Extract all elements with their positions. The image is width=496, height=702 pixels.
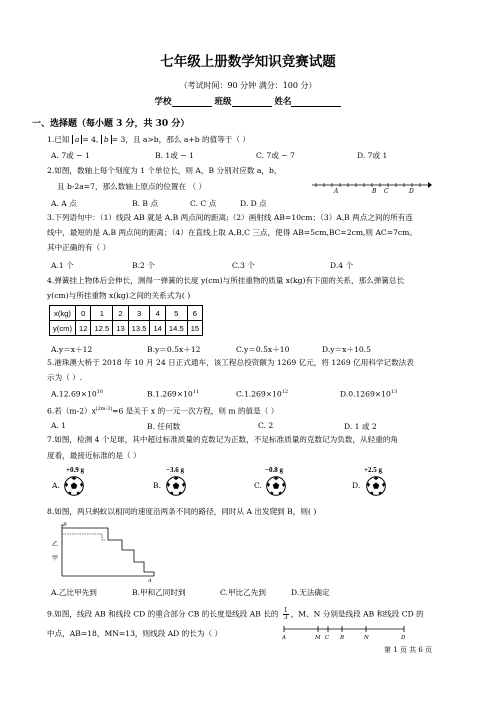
q2-option-b: B. B 点 [132,199,158,208]
q1-option-a: A. 7或 − 1 [51,151,90,160]
q8-option-c: C.甲比乙先到 [220,588,266,597]
q8-option-b: B.甲和乙同时到 [132,588,186,597]
table-cell: 13 [113,321,128,336]
q6-option-a: A. 1 [51,421,67,430]
table-row [50,306,203,321]
soccer-ball-icon [64,476,84,496]
q8-option-a: A.乙比甲先到 [51,588,97,597]
q2-label-b: B [372,188,377,195]
class-label: 班级 [214,97,232,107]
ball-b-weight: −3.6 g [166,466,184,474]
q2-option-a: A. A 点 [51,199,77,208]
table-cell: 13.5 [128,321,150,336]
table-cell: 14.5 [165,321,187,336]
q2-option-c: C. C 点 [190,199,217,208]
ball-b-label: B. [153,481,161,490]
q1-eq-a: = 4 [82,135,96,144]
page-title: 七年级上册数学知识竞赛试题 [160,54,336,70]
question-6: 6.若$(m-2)x^{|2m-3|}=6$ 是关于 x 的一元一次方程，则 m 的值是（ ） [47,406,279,416]
q8-label-b: B [63,522,67,528]
q5-option-c: $C.1.269\times 10^{12}$ [236,389,289,399]
q3-option-c: C.3 个 [232,261,255,270]
question-9-line1: 9.如图，线段 AB 和线段 CD 的重合部分 CB 的长度是线段 AB 长的 $\frac{1}{3}$ ，M、N 分别是线段 AB 和线段 CD 的 [47,607,424,621]
question-2-line1: 2.如图，数轴上每个刻度为 1 个单位长，则 A，B 分别对应数 a，b， [47,166,282,175]
q3-option-d: D.4 个 [330,261,354,270]
q8-option-d: D.无法确定 [291,588,330,597]
q4-option-d: D.y＝x＋10.5 [322,345,371,354]
table-cell: 12.5 [91,321,113,336]
q8-label-path1: 乙 [52,541,59,548]
table-cell: 4 [150,306,165,321]
ball-a-weight: +0.9 g [66,466,84,474]
q1-option-c: C. 7或 − 7 [256,151,295,160]
q5-option-d: $D.0.1269\times 10^{13}$ [340,389,398,399]
q4-option-a: A.y＝x＋12 [51,345,93,354]
ball-a-label: A. [52,481,60,490]
q2-number-line [312,178,432,194]
q9-label-n: N [364,635,369,641]
question-3-line1: 3.下列语句中：（1）线段 AB 就是 A,B 两点间的距离;（2）画射线 AB=10cm；（3）A,B 两点之间的所有连 [47,213,413,222]
table-cell: 1 [91,306,113,321]
q8-staircase-figure [48,520,156,584]
question-2-line2: 且 b-2a=7，那么数轴上原点的位置在 （ ） [57,182,207,191]
table-cell: 6 [187,306,202,321]
q4-table [49,305,203,336]
q4-option-b: B.y＝0.5x＋12 [147,345,201,354]
question-4-line1: 4.弹簧挂上物体后会伸长，测得一弹簧的长度 y(cm)与所挂重物的质量 x(kg)有下面的关系，那么弹簧总长 [47,276,405,285]
ball-d-weight: +2.5 g [364,466,382,474]
question-5-line2: 示为（ ）. [47,373,83,382]
q9-label-a: A [282,635,286,641]
school-label: 学校 [154,97,172,107]
table-cell: 5 [165,306,187,321]
q8-label-a: A [148,578,152,584]
q1-option-b: B. 1或 − 1 [155,151,194,160]
table-cell: 12 [75,321,90,336]
table-row [50,321,203,336]
q8-label-path2: 甲 [52,555,59,562]
q6-option-d: D. 1 或 2 [344,422,377,431]
question-1: 1.已知 a = 4, b = 3，且 a>b，那么 a+b 的值等于（ ） [47,135,250,144]
table-cell: 15 [187,321,202,336]
q2-label-c: C [384,188,389,195]
q2-label-a: A [334,188,339,195]
q1-abs-a: a [72,135,83,144]
table-cell: 0 [75,306,90,321]
q3-option-b: B.2 个 [132,261,155,270]
ball-d-label: D. [352,481,361,490]
question-8: 8.如图，两只蚂蚁以相同的速度沿两条不同的路径，同时从 A 出发爬到 B，则( ) [47,507,317,516]
student-info [0,95,496,107]
soccer-ball-icon [166,476,186,496]
question-9-line2: 中点，AB=18，MN=13，则线段 AD 的长为（ ） [47,629,223,638]
question-7-line2: 度看，最接近标准的是（ ） [47,451,141,460]
question-7-line1: 7.如图，检测 4 个足球，其中超过标准质量的克数记为正数，不足标准质量的克数记为负数，从轻重的角 [47,435,399,444]
q6-option-c: C. 2 [258,421,274,430]
name-blank [291,98,341,107]
q9-fraction: $\frac{1}{3}$ [283,607,288,621]
question-3-line2: 线中，最短的是 A,B 两点间的距离；（4）在直线上取 A,B,C 三点，使得 AB=5cm,BC=2cm,则 AC=7cm。 [47,228,417,237]
school-blank [172,98,212,107]
name-label: 姓名 [274,97,292,107]
q2-option-d: D. D 点 [240,199,267,208]
q1-eq-b: = 3 [111,135,126,144]
q5-option-a: $A.12.69\times 10^{10}$ [51,389,104,399]
soccer-ball-icon [366,476,386,496]
table-cell: 14 [150,321,165,336]
q9-label-c: C [325,635,330,641]
ball-c-weight: −0.8 g [265,466,283,474]
question-5-line1: 5.港珠澳大桥于 2018 年 10 月 24 日正式通车，该工程总投资额为 1269 亿元，将 1269 亿用科学记数法表 [47,358,414,367]
q9-label-b: B [340,635,345,641]
question-4-line2: y(cm)与所挂重物 x(kg)之间的关系式为( ) [47,291,191,300]
q9-segment-figure [280,622,410,640]
q4-option-c: C.y＝0.5x＋10 [236,345,290,354]
table-cell: y(cm) [50,321,76,336]
q5-option-b: $B.1.269\times 10^{11}$ [147,389,200,399]
soccer-ball-icon [266,476,286,496]
exam-subtitle: （考试时间：90 分钟 满分：100 分） [179,81,317,90]
ball-c-label: C. [254,481,262,490]
question-3-line3: 其中正确的有（ ） [47,243,111,252]
table-cell: x(kg) [50,306,76,321]
table-cell: 2 [113,306,128,321]
table-cell: 3 [128,306,150,321]
q2-label-d: D [409,188,414,195]
q1-text: 1.已知 [47,135,70,144]
page-footer: 第 1 页 共 6 页 [384,646,433,654]
q1-text-b: ，且 a>b，那么 a+b 的值等于（ ） [125,135,250,144]
q1-abs-b: b [101,135,112,144]
class-blank [232,98,272,107]
section-heading: 一、选择题（每小题 3 分，共 30 分） [32,119,190,129]
q9-label-d: D [401,635,406,641]
q3-option-a: A.1 个 [51,261,74,270]
q6-option-b: B. 任何数 [147,422,181,431]
q9-label-m: M [315,635,321,641]
q1-option-d: D. 7或 1 [357,151,388,160]
